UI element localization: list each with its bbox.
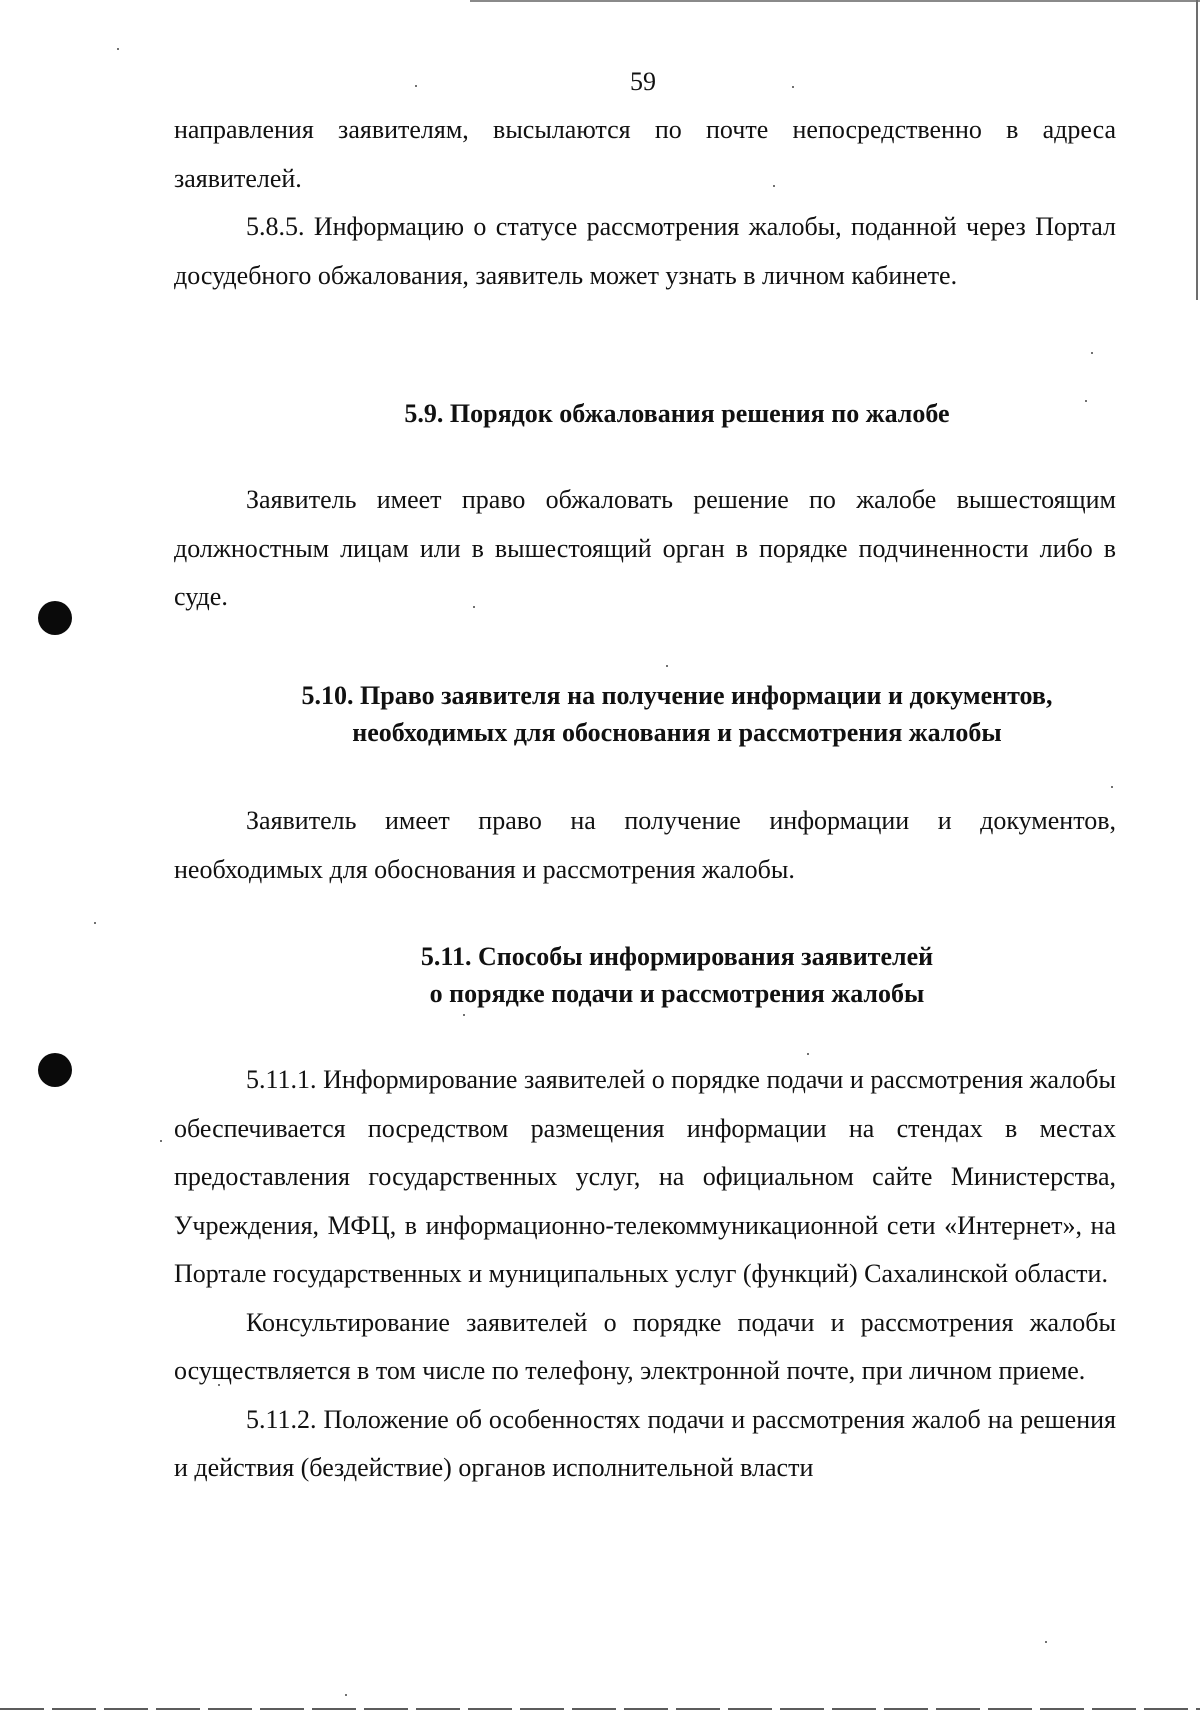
section-5-9-heading: 5.9. Порядок обжалования решения по жалобе bbox=[404, 399, 950, 428]
section-5-10-body bbox=[174, 797, 1116, 894]
section-5-11-paragraph-1: 5.11.1. Информирование заявителей о порядке подачи и рассмотрения жалобы обеспечивается посредством размещения информации на стендах в местах предоставления государственных услуг, на официальном сайте Министерства, Учреждения, МФЦ, в информационно-телекоммуникационной сети «Интернет», на Портале государственных и муниципальных услуг (функций) Сахалинской области. bbox=[174, 1065, 1116, 1288]
section-5-10-heading-line-1: 5.10. Право заявителя на получение информации и документов, bbox=[301, 681, 1053, 710]
page-number: 59 bbox=[630, 67, 656, 96]
section-5-9-paragraph: Заявитель имеет право обжаловать решение по жалобе вышестоящим должностным лицам или в вышестоящий орган в порядке подчиненности либо в суде. bbox=[174, 485, 1116, 611]
intro-block bbox=[174, 106, 1116, 300]
section-5-11-heading-line-2: о порядке подачи и рассмотрения жалобы bbox=[429, 979, 925, 1008]
intro-paragraph-2: 5.8.5. Информацию о статусе рассмотрения жалобы, поданной через Портал досудебного обжалования, заявитель может узнать в личном кабинете. bbox=[174, 212, 1116, 290]
section-5-10-paragraph: Заявитель имеет право на получение информации и документов, необходимых для обоснования и рассмотрения жалобы. bbox=[174, 806, 1116, 884]
punch-hole-lower bbox=[38, 1053, 72, 1087]
scan-speck bbox=[94, 922, 96, 924]
intro-paragraph-1: направления заявителям, высылаются по почте непосредственно в адреса заявителей. bbox=[174, 115, 1116, 193]
scan-speck bbox=[345, 1694, 347, 1696]
scan-speck bbox=[1045, 1641, 1047, 1643]
scan-right-edge bbox=[1196, 0, 1198, 300]
section-5-9-body bbox=[174, 476, 1116, 622]
section-5-10-heading-line-2: необходимых для обоснования и рассмотрения жалобы bbox=[352, 718, 1002, 747]
scan-speck bbox=[807, 1053, 809, 1055]
scan-top-edge bbox=[470, 0, 1200, 2]
scan-speck bbox=[1091, 352, 1093, 354]
section-5-11-body bbox=[174, 1056, 1116, 1493]
section-5-11-paragraph-2: Консультирование заявителей о порядке подачи и рассмотрения жалобы осуществляется в том числе по телефону, электронной почте, при личном приеме. bbox=[174, 1307, 1116, 1385]
section-5-11-paragraph-3: 5.11.2. Положение об особенностях подачи и рассмотрения жалоб на решения и действия (бездействие) органов исполнительной власти bbox=[174, 1404, 1116, 1482]
punch-hole-upper bbox=[38, 601, 72, 635]
scan-speck bbox=[117, 48, 119, 50]
scan-speck bbox=[666, 665, 668, 667]
section-5-11-heading-line-1: 5.11. Способы информирования заявителей bbox=[420, 942, 934, 971]
section-5-10-heading bbox=[174, 677, 1180, 751]
scan-speck bbox=[1111, 786, 1113, 788]
section-5-11-heading bbox=[174, 938, 1180, 1012]
scan-bottom-edge bbox=[0, 1708, 1200, 1710]
scan-speck bbox=[463, 1014, 465, 1016]
scan-speck bbox=[160, 1140, 162, 1142]
